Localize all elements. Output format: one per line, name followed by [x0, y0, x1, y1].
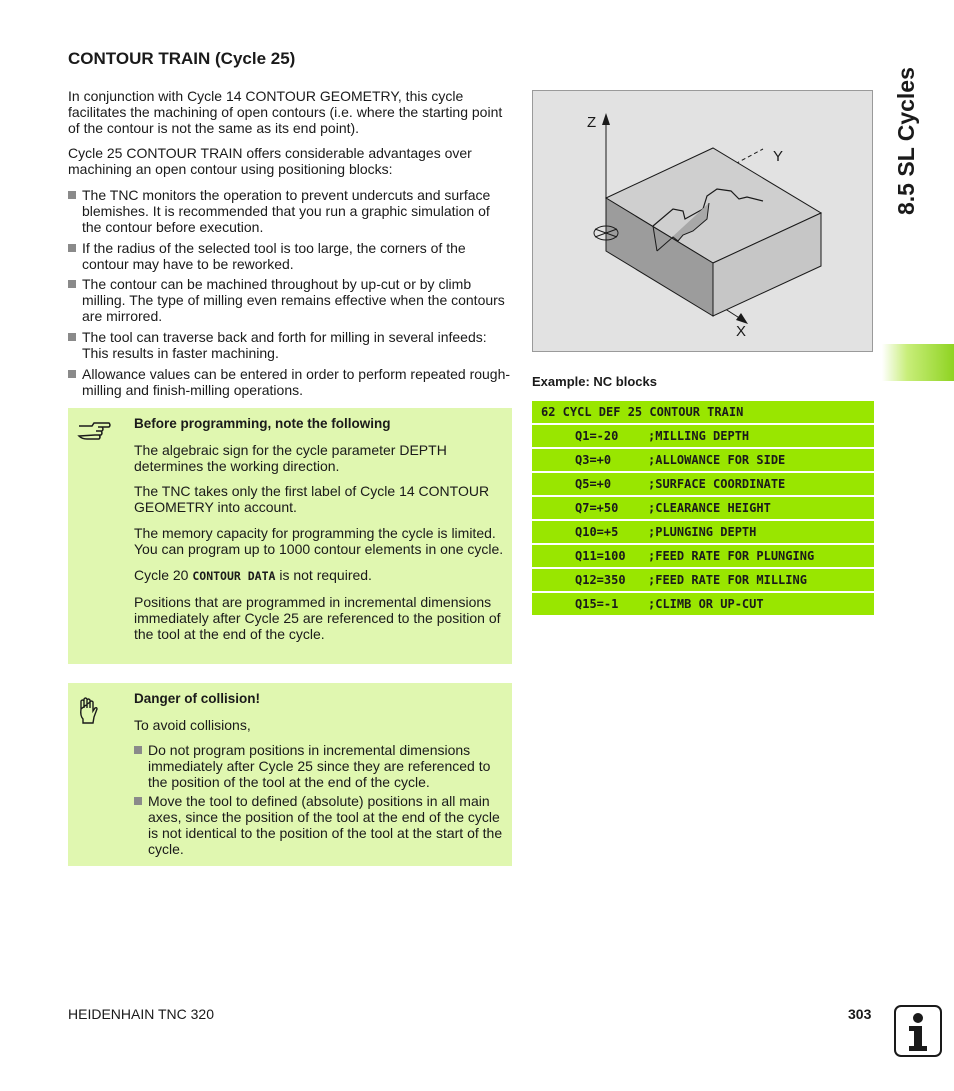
chapter-tab: [882, 344, 954, 381]
nc-block-row: Q5=+0 ;SURFACE COORDINATE: [532, 473, 874, 495]
info-icon: [894, 1005, 942, 1057]
warning-hand-icon: [77, 697, 99, 727]
bullet-square-icon: [134, 797, 142, 805]
list-item: If the radius of the selected tool is too large, the corners of the contour may have to be reworked.: [68, 240, 513, 272]
note-paragraph: Cycle 20 CONTOUR DATA is not required.: [134, 567, 372, 583]
note-paragraph: The memory capacity for programming the cycle is limited. You can program up to 1000 contour elements in one cycle.: [134, 525, 504, 557]
pointing-hand-icon: [76, 418, 112, 444]
intro-paragraph-2: Cycle 25 CONTOUR TRAIN offers considerable advantages over machining an open contour using positioning blocks:: [68, 145, 472, 177]
note-title: Before programming, note the following: [134, 416, 391, 431]
contour-train-figure: [532, 90, 873, 352]
nc-block-row: 62 CYCL DEF 25 CONTOUR TRAIN: [532, 401, 874, 423]
note-box-programming: [68, 408, 512, 664]
nc-block-row: Q1=-20 ;MILLING DEPTH: [532, 425, 874, 447]
workpiece-illustration: [533, 91, 872, 351]
page-title: CONTOUR TRAIN (Cycle 25): [68, 49, 296, 68]
bullet-square-icon: [68, 333, 76, 341]
list-item: The TNC monitors the operation to prevent undercuts and surface blemishes. It is recommended that you run a graphic simulation of the contour before execution.: [68, 187, 513, 235]
bullet-square-icon: [68, 280, 76, 288]
page-number: 303: [848, 1006, 872, 1022]
note-paragraph: The algebraic sign for the cycle parameter DEPTH determines the working direction.: [134, 442, 447, 474]
y-axis-label: Y: [773, 148, 784, 165]
list-item: Do not program positions in incremental dimensions immediately after Cycle 25 since they are referenced to the position of the tool at the end of the cycle.: [134, 742, 504, 790]
bullet-square-icon: [68, 244, 76, 252]
x-axis-label: X: [736, 323, 747, 340]
note-paragraph: To avoid collisions,: [134, 717, 251, 733]
note-paragraph: Positions that are programmed in incremental dimensions immediately after Cycle 25 are referenced to the position of the tool at the end of the cycle.: [134, 594, 501, 642]
list-item: Move the tool to defined (absolute) positions in all main axes, since the position of the tool at the end of the cycle is not identical to the position of the tool at the start of the cycle.: [134, 793, 504, 857]
list-item: The contour can be machined throughout by up-cut or by climb milling. The type of milling even remains effective when the contours are mirrored.: [68, 276, 513, 324]
list-item: The tool can traverse back and forth for milling in several infeeds: This results in faster machining.: [68, 329, 513, 361]
bullet-square-icon: [134, 746, 142, 754]
footer-product: HEIDENHAIN TNC 320: [68, 1006, 215, 1022]
nc-block-row: Q10=+5 ;PLUNGING DEPTH: [532, 521, 874, 543]
nc-block-row: Q3=+0 ;ALLOWANCE FOR SIDE: [532, 449, 874, 471]
nc-block-row: Q15=-1 ;CLIMB OR UP-CUT: [532, 593, 874, 615]
section-side-title: 8.5 SL Cycles: [893, 67, 919, 215]
bullet-square-icon: [68, 191, 76, 199]
list-item: Allowance values can be entered in order to perform repeated rough-milling and finish-milling operations.: [68, 366, 513, 398]
intro-paragraph-1: In conjunction with Cycle 14 CONTOUR GEOMETRY, this cycle facilitates the machining of open contours (i.e. where the starting point of the contour is not the same as its end point).: [68, 88, 503, 136]
z-axis-label: Z: [587, 114, 597, 131]
note-box-collision: [68, 683, 512, 866]
note-title: Danger of collision!: [134, 691, 261, 706]
nc-block-row: Q12=350 ;FEED RATE FOR MILLING: [532, 569, 874, 591]
note-paragraph: The TNC takes only the first label of Cycle 14 CONTOUR GEOMETRY into account.: [134, 483, 490, 515]
nc-block-row: Q7=+50 ;CLEARANCE HEIGHT: [532, 497, 874, 519]
bullet-square-icon: [68, 370, 76, 378]
nc-blocks-title: Example: NC blocks: [532, 374, 657, 389]
nc-block-row: Q11=100 ;FEED RATE FOR PLUNGING: [532, 545, 874, 567]
